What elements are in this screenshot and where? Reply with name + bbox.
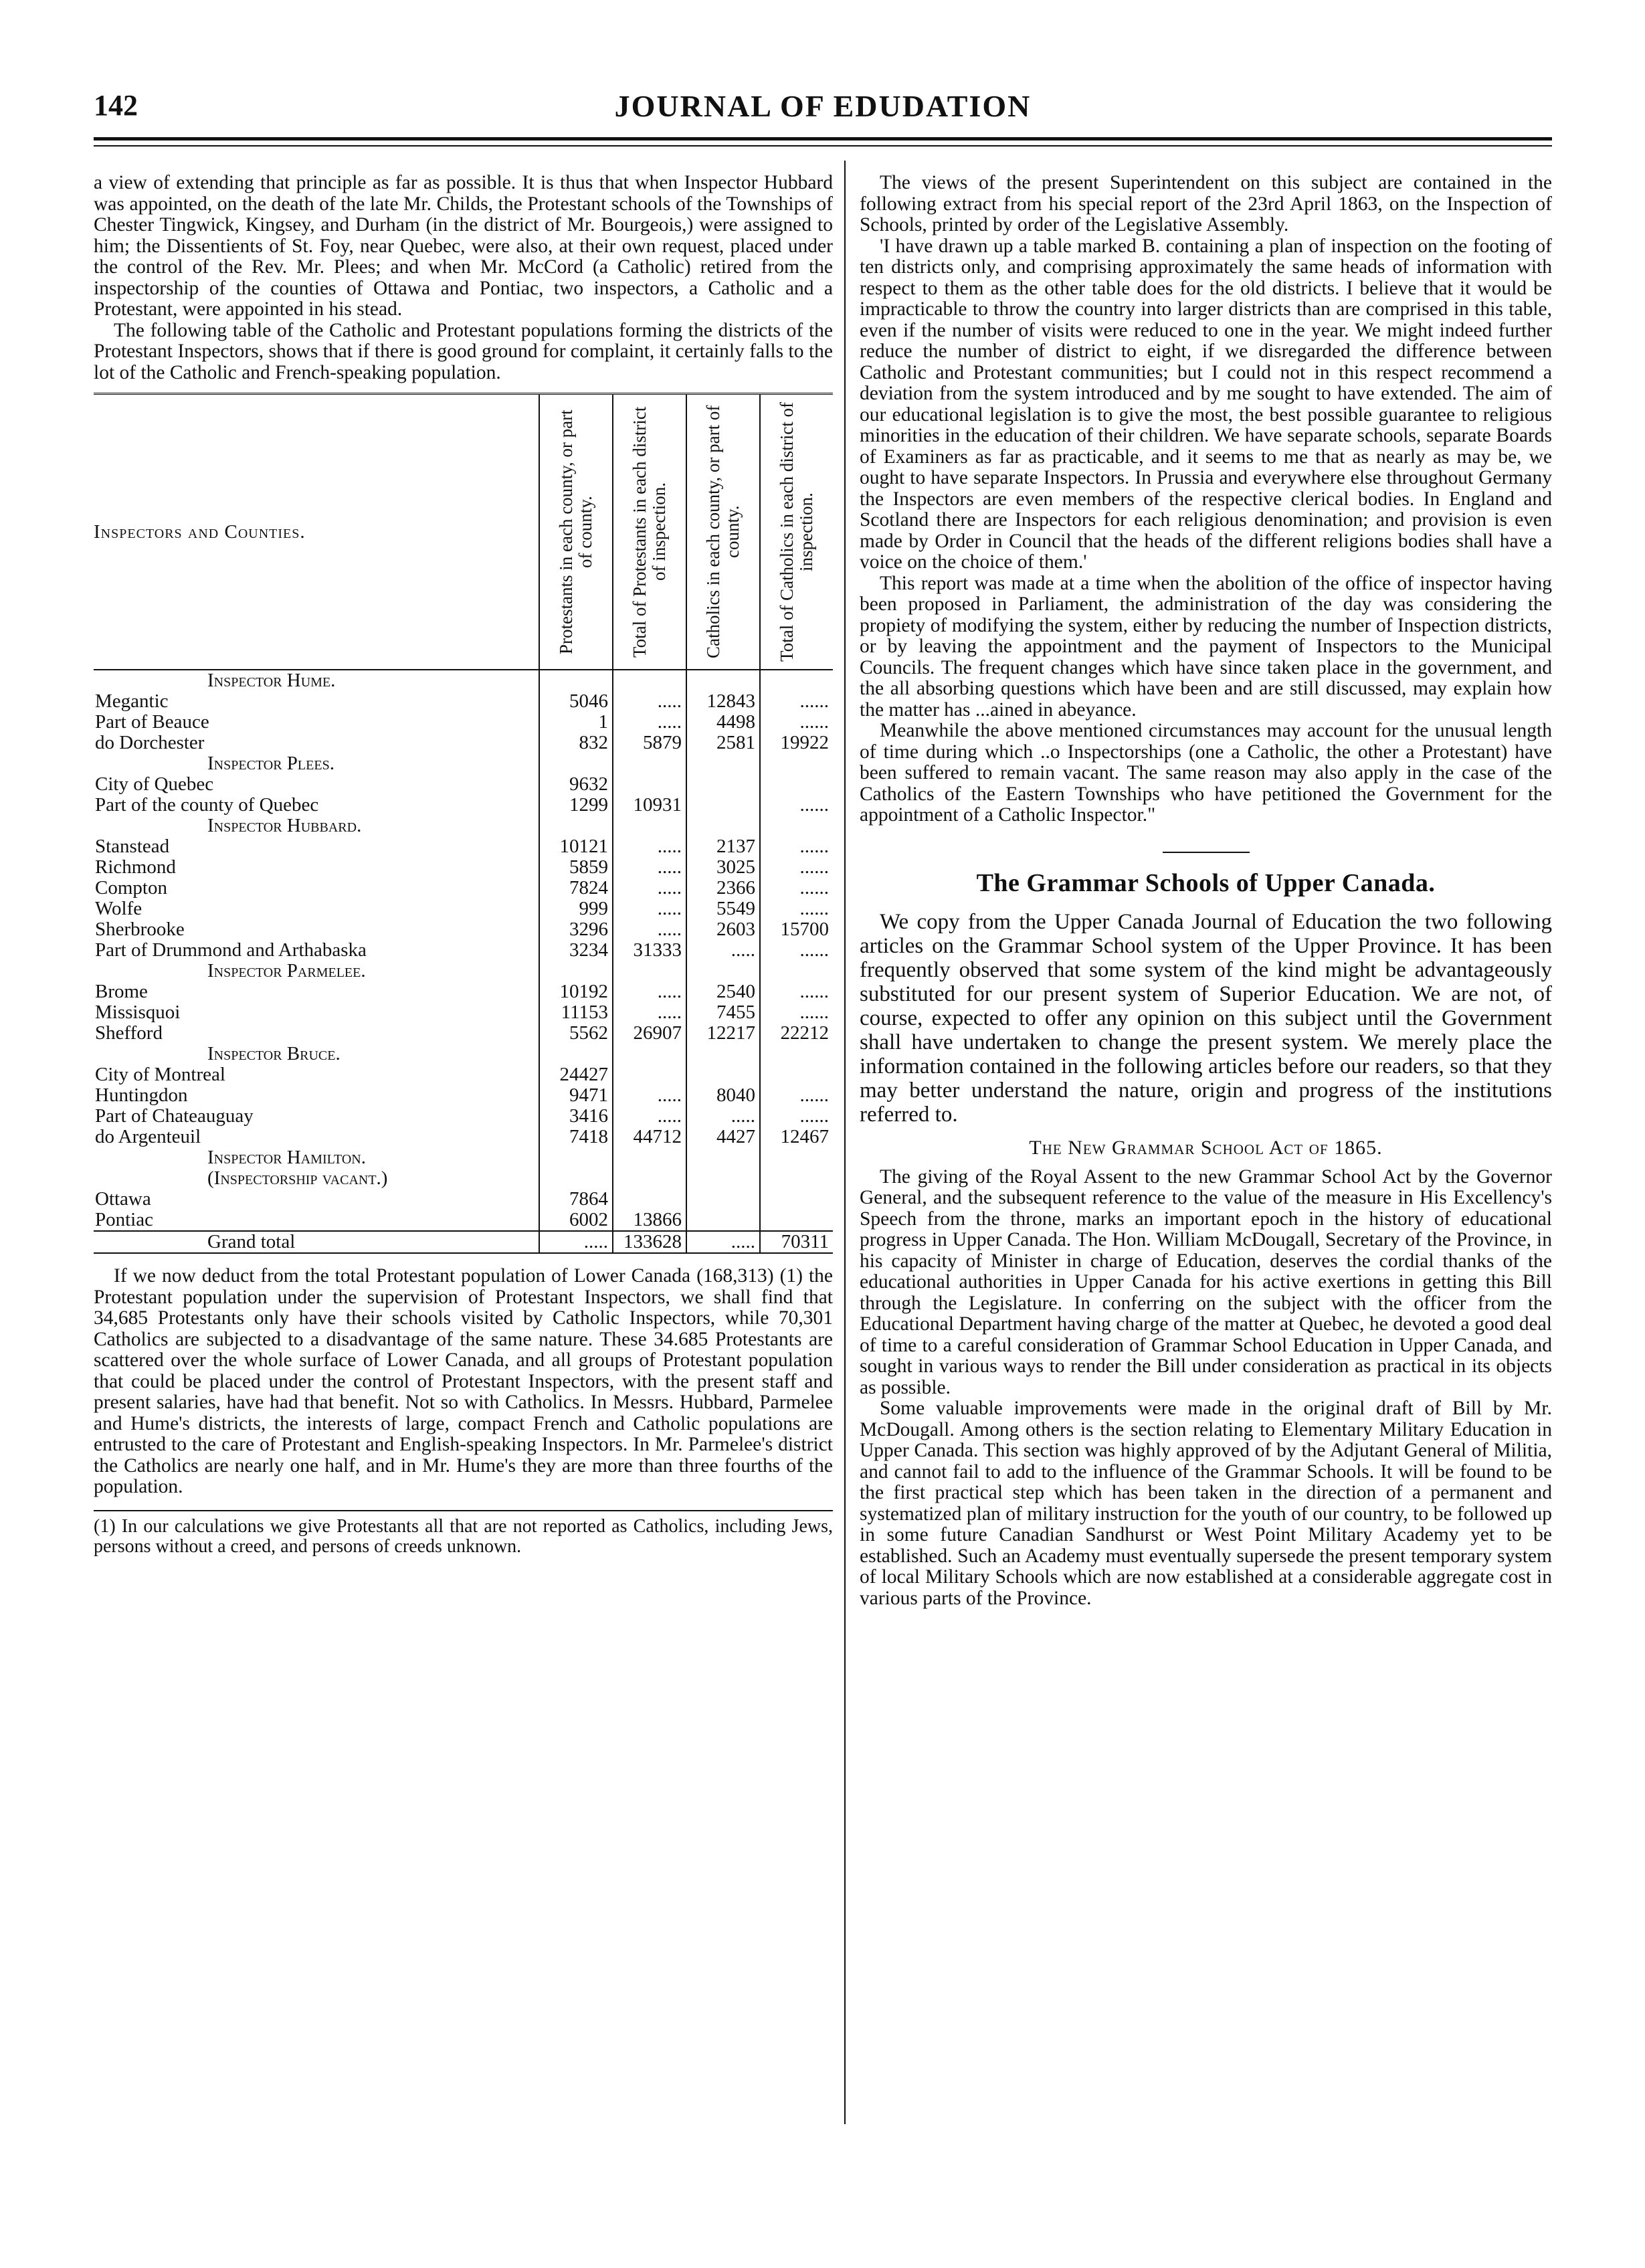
table-cell (686, 1189, 760, 1210)
paragraph: We copy from the Upper Canada Journal of Education the two following articles on the Grammar School system of the Upper Province. It has been frequently observed that some system of the kind might be advantageously substituted for our present system of Superior Education. We are not, of course, expected to offer any opinion on this subject until the Government shall have undertaken to change the present system. We merely place the information contained in the following articles before our readers, so that they may better understand the nature, origin and progress of the institutions referred to. (860, 910, 1552, 1127)
table-cell: ...... (760, 795, 833, 816)
header-rule-thin (94, 145, 1552, 147)
table-cell (686, 774, 760, 795)
table-row (94, 1189, 833, 1210)
table-cell: ..... (613, 981, 686, 1002)
county-name: Part of Chateauguay (95, 1105, 254, 1127)
table-cell (760, 1210, 833, 1231)
table-cell (613, 753, 686, 774)
inspector-row (94, 1147, 833, 1168)
table-cell: 9632 (539, 774, 613, 795)
inspector-name: Inspector Hume. (94, 670, 539, 691)
county-name: Compton (95, 877, 167, 899)
table-cell (613, 1189, 686, 1210)
table-cell (686, 1210, 760, 1231)
table-header-inspectors: Inspectors and Counties. (94, 521, 306, 543)
table-cell: ..... (686, 940, 760, 961)
table-header-col3: Catholics in each county, or part of county. (686, 394, 760, 670)
table-cell: ..... (613, 919, 686, 940)
table-cell: 11153 (539, 1002, 613, 1023)
table-cell: 3416 (539, 1106, 613, 1127)
table-row (94, 1106, 833, 1127)
table-row (94, 1127, 833, 1147)
inspectors-table (94, 393, 833, 1254)
table-cell: 2137 (686, 836, 760, 857)
county-name: Megantic (95, 690, 169, 712)
table-cell (760, 1189, 833, 1210)
county-name: Part of Drummond and Arthabaska (95, 939, 367, 961)
paragraph: 'I have drawn up a table marked B. containing a plan of inspection on the footing of ten districts only, and comprising approximately the same heads of information with respect to them as the other table does for the old districts. I believe that it would be impracticable to throw the country into larger districts than are comprised in this table, even if the number of visits were reduced to one in the year. We might indeed further reduce the number of district to eight, if we disregarded the difference between Catholic and Protestant communities; but I could not in this respect recommend a deviation from the system introduced and by me sought to have extended. The aim of our educational legislation is to give the most, the best possible guarantee to religious minorities in the education of their children. We have separate schools, separate Boards of Examiners as far as practicable, and it seems to me that as nearly as may be, we ought to have separate Inspectors. In Prussia and everywhere else throughout Germany the Inspectors are even members of the respective clerical bodies. In England and Scotland there are Inspectors for each religious denomination; and provision is even made by Order in Council that the heads of the different religions bodies shall have a voice on the choice of them.' (860, 235, 1552, 573)
table-cell: 24427 (539, 1064, 613, 1085)
table-cell: 19922 (760, 733, 833, 753)
table-cell (686, 670, 760, 691)
table-row (94, 1002, 833, 1023)
county-name: Wolfe (95, 898, 142, 919)
table-cell: ...... (760, 1002, 833, 1023)
table-cell: 26907 (613, 1023, 686, 1044)
paragraph: This report was made at a time when the abolition of the office of inspector having been proposed in Parliament, the administration of the day was considering the propiety of modifying the system, either by reducing the number of Inspection districts, or by leaving the appointment and the payment of Inspectors to the Municipal Councils. The frequent changes which have since taken place in the government, and the all absorbing questions which have been and are still discussed, may explain how the matter has ...ained in abeyance. (860, 572, 1552, 721)
table-cell (539, 1044, 613, 1064)
table-row (94, 981, 833, 1002)
table-cell: 5859 (539, 857, 613, 878)
table-cell: 4427 (686, 1127, 760, 1147)
table-cell: 10121 (539, 836, 613, 857)
county-name: do Argenteuil (95, 1126, 201, 1147)
table-cell: 1299 (539, 795, 613, 816)
table-cell: 22212 (760, 1023, 833, 1044)
table-cell: ..... (539, 1231, 613, 1253)
table-cell: 2540 (686, 981, 760, 1002)
table-cell: 12467 (760, 1127, 833, 1147)
table-cell: 15700 (760, 919, 833, 940)
table-cell: ...... (760, 878, 833, 899)
county-name: Sherbrooke (95, 919, 185, 940)
table-cell: 13866 (613, 1210, 686, 1231)
inspector-name: Inspector Hubbard. (207, 815, 362, 836)
column-divider (844, 161, 846, 2124)
table-header-col2: Total of Protestants in each district of inspection. (613, 394, 686, 670)
county-name: do Dorchester (95, 732, 205, 753)
table-cell (539, 816, 613, 836)
table-cell: ..... (613, 836, 686, 857)
county-name: Part of Beauce (95, 711, 209, 733)
table-cell (760, 961, 833, 981)
table-row (94, 691, 833, 712)
inspector-row (94, 1044, 833, 1064)
paragraph: The giving of the Royal Assent to the new Grammar School Act by the Governor General, and the subsequent reference to the value of the measure in His Excellency's Speech from the throne, marks an important epoch in the history of educational progress in Upper Canada. The Hon. William McDougall, Secretary of the Province, in his capacity of Minister in charge of Education, deserves the cordial thanks of the educational authorities in Upper Canada for his active exertions in getting this Bill through the Legislature. In conferring on the subject with the officer from the Educational Department having charge of the matter at Quebec, he devoted a good deal of time to a careful consideration of Grammar School Education in Upper Canada, and sought in various ways to render the Bill under consideration as practical in its objects as possible. (860, 1165, 1552, 1398)
table-row (94, 712, 833, 733)
table-cell: 832 (539, 733, 613, 753)
paragraph: The following table of the Catholic and Protestant populations forming the districts of the Protestant Inspectors, shows that if there is good ground for complaint, it certainly falls to the lot of the Catholic and French-speaking population. (94, 319, 833, 383)
table-cell: ..... (613, 1085, 686, 1106)
table-cell: 2581 (686, 733, 760, 753)
section-title: The Grammar Schools of Upper Canada. (976, 868, 1436, 897)
table-cell (686, 1147, 760, 1168)
page-header (94, 79, 1552, 132)
running-head: JOURNAL OF EDUDATION (614, 89, 1032, 123)
table-row (94, 1210, 833, 1231)
table-cell: ...... (760, 836, 833, 857)
table-cell: 7824 (539, 878, 613, 899)
table-cell: 5549 (686, 899, 760, 919)
table-cell: ..... (613, 899, 686, 919)
table-cell: ..... (613, 1002, 686, 1023)
county-name: Missisquoi (95, 1002, 181, 1023)
inspector-row (94, 816, 833, 836)
table-cell: ...... (760, 940, 833, 961)
right-column (860, 173, 1552, 1609)
table-row (94, 733, 833, 753)
inspector-row (94, 670, 833, 691)
table-cell (686, 1168, 760, 1189)
table-cell: ..... (613, 691, 686, 712)
table-cell: 70311 (760, 1231, 833, 1253)
table-cell: 3296 (539, 919, 613, 940)
table-cell: 133628 (613, 1231, 686, 1253)
table-cell: ...... (760, 691, 833, 712)
subheading: The New Grammar School Act of 1865. (1029, 1137, 1383, 1159)
table-cell (760, 670, 833, 691)
county-name: City of Quebec (95, 773, 214, 795)
county-name: Stanstead (95, 836, 170, 857)
table-cell: 7418 (539, 1127, 613, 1147)
table-cell (539, 753, 613, 774)
inspector-name: Inspector Bruce. (207, 1043, 341, 1064)
table-cell: 8040 (686, 1085, 760, 1106)
table-cell: 9471 (539, 1085, 613, 1106)
county-name: Pontiac (95, 1209, 153, 1230)
table-cell (539, 1147, 613, 1168)
inspector-name: Inspector Hamilton. (207, 1147, 366, 1168)
table-cell: 2366 (686, 878, 760, 899)
table-cell (539, 961, 613, 981)
county-name: Part of the county of Quebec (95, 794, 319, 816)
table-cell: 2603 (686, 919, 760, 940)
table-cell: ..... (686, 1231, 760, 1253)
table-cell: ...... (760, 857, 833, 878)
table-row (94, 774, 833, 795)
table-cell (613, 816, 686, 836)
table-cell (686, 1064, 760, 1085)
table-cell (760, 1168, 833, 1189)
table-cell: ...... (760, 899, 833, 919)
table-cell: 3025 (686, 857, 760, 878)
table-cell: ..... (613, 857, 686, 878)
table-cell (760, 1147, 833, 1168)
county-name: Shefford (95, 1022, 163, 1044)
table-cell: 999 (539, 899, 613, 919)
table-row (94, 1085, 833, 1106)
table-cell (539, 670, 613, 691)
paragraph: The views of the present Superintendent on this subject are contained in the following extract from his special report of the 23rd April 1863, on the Inspection of Schools, printed by order of the Legislative Assembly. (860, 172, 1552, 235)
page-number: 142 (94, 89, 138, 122)
table-row (94, 899, 833, 919)
table-cell: ...... (760, 1085, 833, 1106)
table-cell: ...... (760, 1106, 833, 1127)
table-cell: ..... (613, 1106, 686, 1127)
table-cell: 10931 (613, 795, 686, 816)
inspector-note: (Inspectorship vacant.) (207, 1167, 388, 1189)
table-row (94, 940, 833, 961)
table-cell: 1 (539, 712, 613, 733)
section-divider (1163, 852, 1250, 853)
grand-total-row (94, 1231, 833, 1253)
table-cell (613, 1168, 686, 1189)
inspector-name: Inspector Plees. (207, 753, 334, 774)
table-header-col1: Protestants in each county, or part of county. (539, 394, 613, 670)
table-cell (686, 816, 760, 836)
table-cell: 31333 (613, 940, 686, 961)
left-column (94, 173, 833, 1557)
table-body (94, 670, 833, 1253)
paragraph: Meanwhile the above mentioned circumstances may account for the unusual length of time during which ..o Inspectorships (one a Catholic, the other a Protestant) have been suffered to remain vacant. The same reason may also apply in the case of the Catholics of the Eastern Townships who have petitioned the Government for the appointment of a Catholic Inspector." (860, 720, 1552, 826)
paragraph: Some valuable improvements were made in the original draft of Bill by Mr. McDougall. Among others is the section relating to Elementary Military Education in Upper Canada. This section was highly approved of by the Adjutant General of Militia, and cannot fail to add to the influence of the Grammar Schools. It will be found to be the first practical step which has been taken in the direction of a permanent and systematized plan of military instruction for the youth of our country, to be followed up in some future Canadian Sandhurst or West Point Military Academy yet to be established. Such an Academy must eventually supersede the present temporary system of local Military Schools which are now established at a considerable aggregate cost in various parts of the Province. (860, 1398, 1552, 1609)
table-cell: 5879 (613, 733, 686, 753)
table-row (94, 878, 833, 899)
table-cell (613, 1044, 686, 1064)
inspector-row (94, 961, 833, 981)
table-cell: 7864 (539, 1189, 613, 1210)
county-name: Richmond (95, 856, 176, 878)
table-cell (760, 774, 833, 795)
county-name: Brome (95, 981, 148, 1002)
table-cell: 4498 (686, 712, 760, 733)
table-cell (613, 1147, 686, 1168)
table-cell (613, 961, 686, 981)
table-header-col4: Total of Catholics in each district of inspection. (760, 394, 833, 670)
table-cell: 7455 (686, 1002, 760, 1023)
table-cell: 5562 (539, 1023, 613, 1044)
table-row (94, 919, 833, 940)
table-cell: ...... (760, 712, 833, 733)
county-name: City of Montreal (95, 1064, 225, 1085)
table-cell (760, 816, 833, 836)
table-cell: ..... (686, 1106, 760, 1127)
inspector-row (94, 753, 833, 774)
table-cell: 10192 (539, 981, 613, 1002)
table-row (94, 1023, 833, 1044)
table-cell (613, 774, 686, 795)
county-name: Ottawa (95, 1188, 151, 1210)
table-cell (613, 670, 686, 691)
table-cell (760, 1064, 833, 1085)
table-row (94, 795, 833, 816)
header-rule-thick (94, 137, 1552, 140)
table-cell: 5046 (539, 691, 613, 712)
table-cell (686, 961, 760, 981)
inspector-name: Inspector Parmelee. (207, 960, 366, 981)
table-row (94, 1064, 833, 1085)
table-cell (686, 753, 760, 774)
table-cell (760, 753, 833, 774)
table-row (94, 836, 833, 857)
table-cell (613, 1064, 686, 1085)
table-cell: 6002 (539, 1210, 613, 1231)
paragraph: a view of extending that principle as far as possible. It is thus that when Inspector Hubbard was appointed, on the death of the late Mr. Childs, the Protestant schools of the Townships of Chester Tingwick, Kingsey, and Durham (in the district of Mr. Bourgeois,) were assigned to him; the Dissentients of St. Foy, near Quebec, were also, at their own request, placed under the control of the Rev. Mr. Plees; and when Mr. McCord (a Catholic) retired from the inspectorship of the counties of Ottawa and Pontiac, two inspectors, a Catholic and a Protestant, were appointed in his stead. (94, 172, 833, 320)
county-name: Huntingdon (95, 1084, 188, 1106)
table-cell: 44712 (613, 1127, 686, 1147)
table-cell: 3234 (539, 940, 613, 961)
table-cell (686, 795, 760, 816)
table-cell: 12843 (686, 691, 760, 712)
table-cell: ...... (760, 981, 833, 1002)
table-cell (686, 1044, 760, 1064)
table-cell: ..... (613, 712, 686, 733)
table-cell (539, 1168, 613, 1189)
inspector-note-row (94, 1168, 833, 1189)
table-row (94, 857, 833, 878)
paragraph: If we now deduct from the total Protestant population of Lower Canada (168,313) (1) the Protestant population under the supervision of Protestant Inspectors, we shall find that 34,685 Protestants only have their schools visited by Catholic Inspectors, while 70,301 Catholics are subjected to a disadvantage of the same nature. These 34.685 Protestants are scattered over the whole surface of Lower Canada, and all groups of Protestant population that could be placed under the control of Protestant Inspectors, with the present staff and present salaries, have had that benefit. Not so with Catholics. In Messrs. Hubbard, Parmelee and Hume's districts, the interests of large, compact French and Catholic populations are entrusted to the care of Protestant and English-speaking Inspectors. In Mr. Parmelee's district the Catholics are nearly one half, and in Mr. Hume's they are more than three fourths of the population. (94, 1265, 833, 1497)
grand-total-label: Grand total (94, 1231, 539, 1253)
table-cell: 12217 (686, 1023, 760, 1044)
footnote: (1) In our calculations we give Protestants all that are not reported as Catholics, including Jews, persons without a creed, and persons of creeds unknown. (94, 1510, 833, 1557)
table-cell (760, 1044, 833, 1064)
table-cell: ..... (613, 878, 686, 899)
